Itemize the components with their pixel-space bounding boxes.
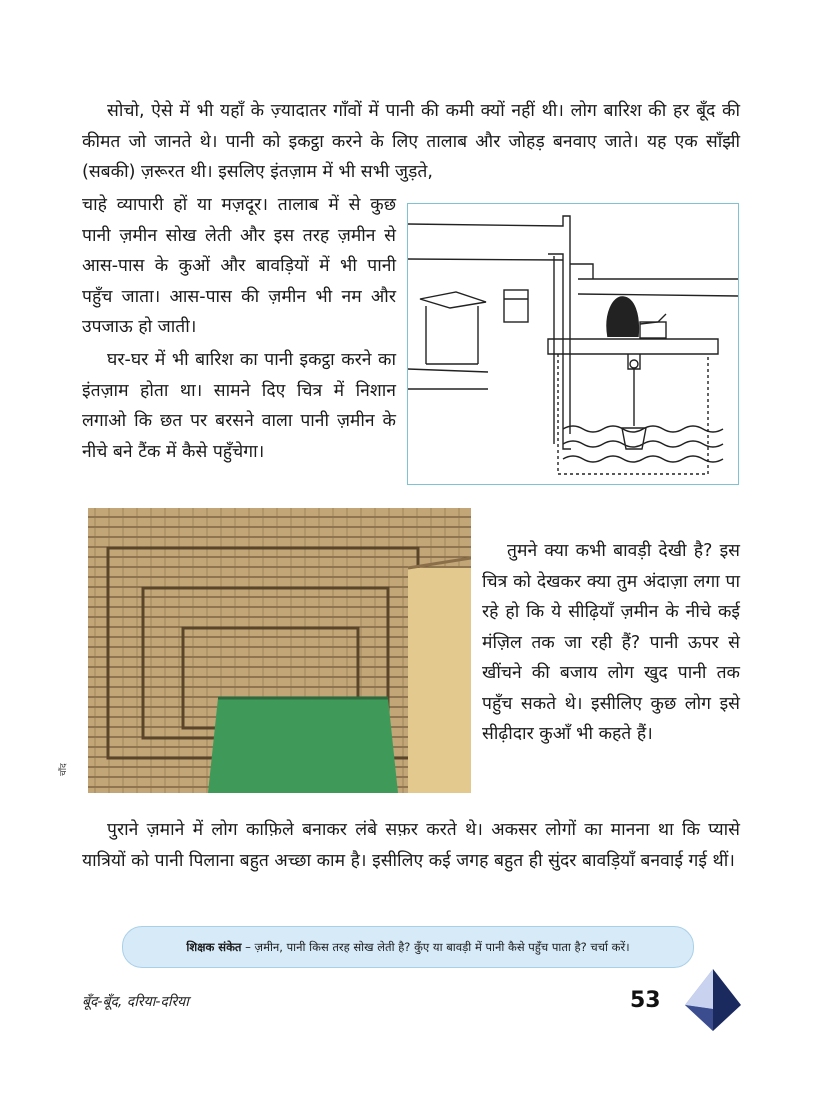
photo-credit: चाँद <box>59 763 69 776</box>
teacher-note <box>122 926 694 968</box>
page-number: 53 <box>630 988 661 1013</box>
stepwell-photo <box>88 508 471 793</box>
diamond-icon <box>683 965 743 1035</box>
paragraph-caravans: पुराने ज़माने में लोग काफ़िले बनाकर लंबे सफ़र करते थे। अकसर लोगों का मानना था कि प्यासे यात्रियों को पानी पिलाना बहुत अच्छा काम है। इसीलिए कई जगह बहुत ही सुंदर बावड़ियाँ बनवाई गई थीं। <box>82 820 740 871</box>
paragraph-stepwell: तुमने क्या कभी बावड़ी देखी है? इस चित्र को देखकर क्या तुम अंदाज़ा लगा पा रहे हो कि ये सीढ़ियाँ ज़मीन के नीचे कई मंज़िल तक जा रही हैं? पानी ऊपर से खींचने की बजाय लोग खुद पानी तक पहुँच सकते थे। इसीलिए कुछ लोग इसे सीढ़ीदार कुआँ भी कहते हैं। <box>482 541 740 744</box>
teacher-note-text: – ज़मीन, पानी किस तरह सोख लेती है? कुँए या बावड़ी में पानी कैसे पहुँच पाता है? चर्चा करें। <box>241 939 630 954</box>
chapter-title: बूँद-बूँद, दरिया-दरिया <box>82 994 189 1010</box>
house-tank-illustration <box>407 203 739 485</box>
paragraph-rain-tank: घर-घर में भी बारिश का पानी इकट्ठा करने का इंतज़ाम होता था। सामने दिए चित्र में निशान लगाओ कि छत पर बरसने वाला पानी ज़मीन के नीचे बने टैंक में कैसे पहुँचेगा। <box>82 350 396 462</box>
paragraph-intro: सोचो, ऐसे में भी यहाँ के ज़्यादातर गाँवों में पानी की कमी क्यों नहीं थी। लोग बारिश की हर बूँद की कीमत जो जानते थे। पानी को इकट्ठा करने के लिए तालाब और जोहड़ बनवाए जाते। यह एक साँझी (सबकी) ज़रूरत थी। इसलिए इंतज़ाम में भी सभी जुड़ते, <box>82 101 740 182</box>
paragraph-ponds: चाहे व्यापारी हों या मज़दूर। तालाब में से कुछ पानी ज़मीन सोख लेती और इस तरह ज़मीन से आस-पास के कुओं और बावड़ियों में भी पानी पहुँच जाता। आस-पास की ज़मीन भी नम और उपजाऊ हो जाती। <box>82 195 396 337</box>
teacher-note-label: शिक्षक संकेत <box>186 939 242 954</box>
